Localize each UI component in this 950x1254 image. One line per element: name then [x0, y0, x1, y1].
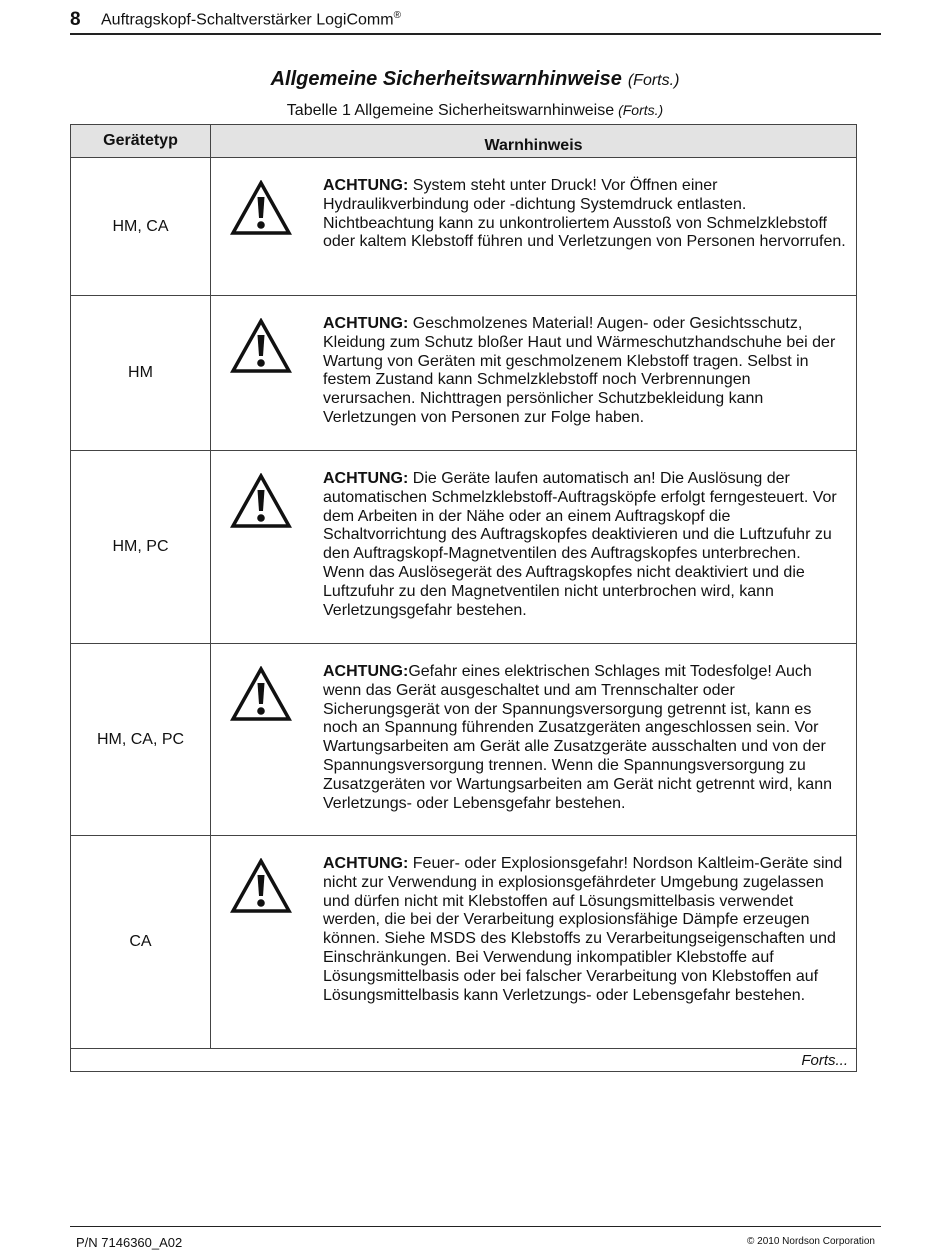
warning-text	[323, 177, 846, 252]
table-caption-text: Tabelle 1 Allgemeine Sicherheitswarnhinweise	[286, 102, 615, 119]
device-type-cell: HM	[71, 296, 211, 451]
table-caption-cont: (Forts.)	[618, 102, 664, 118]
header-title	[101, 10, 401, 29]
warning-text	[323, 470, 846, 620]
continued-label: Forts...	[71, 1049, 857, 1072]
header-device-type: Gerätetyp	[71, 125, 211, 158]
table-row	[71, 158, 857, 296]
table-row	[71, 836, 857, 1049]
header-warning: Warnhinweis	[211, 125, 857, 158]
warning-triangle-icon	[230, 318, 292, 374]
warning-body: Feuer- oder Explosionsgefahr! Nordson Kaltleim-Geräte sind nicht zur Verwendung in explosionsgefährdeter Umgebung zugelassen und dürfen nicht mit Klebstoffen auf Lösungsmittelbasis verwendet werden, die bei der Verarbeitung explosionsfähige Dämpfe erzeugen können. Siehe MSDS des Klebstoffs zu Verarbeitungseigenschaften und Einschränkungen. Bei Verwendung inkompatibler Klebstoffe auf Lösungsmittelbasis oder bei falscher Verarbeitung von Klebstoffen auf Lösungsmittelbasis kann Verletzungs- oder Lebensgefahr bestehen.	[323, 855, 843, 1004]
warning-label: ACHTUNG:	[323, 855, 409, 872]
header-title-text: Auftragskopf-Schaltverstärker LogiComm	[101, 11, 394, 29]
copyright: © 2010 Nordson Corporation	[747, 1236, 875, 1247]
warning-text	[323, 315, 846, 428]
warning-label: ACHTUNG:	[323, 470, 409, 487]
warning-body: Gefahr eines elektrischen Schlages mit Todesfolge! Auch wenn das Gerät ausgeschaltet und am Trennschalter oder Sicherungsgerät von der Spannungsversorgung getrennt ist, kann es noch an Spannung führenden Zusatzgeräten angeschlossen sein. Vor Wartungsarbeiten am Gerät alle Zusatzgeräte ausschalten und von der Spannungsversorgung trennen. Wenn die Spannungsversorgung zu Zusatzgeräten vor Wartungsarbeiten am Gerät nicht getrennt wird, kann Verletzungs- oder Lebensgefahr bestehen.	[323, 663, 832, 812]
warning-triangle-icon	[230, 180, 292, 236]
warning-cell	[211, 296, 857, 451]
table-row	[71, 451, 857, 644]
page-header	[70, 6, 881, 35]
section-title-cont: (Forts.)	[627, 72, 680, 89]
section-title-text: Allgemeine Sicherheitswarnhinweise	[270, 68, 622, 90]
table-row	[71, 296, 857, 451]
page-footer	[70, 1226, 881, 1253]
device-type-cell: HM, CA	[71, 158, 211, 296]
warning-label: ACHTUNG:	[323, 663, 409, 680]
part-number: P/N 7146360_A02	[76, 1235, 183, 1250]
warning-triangle-icon	[230, 473, 292, 529]
warning-text	[323, 855, 846, 1005]
warnings-table	[70, 124, 857, 1072]
warning-body: Die Geräte laufen automatisch an! Die Auslösung der automatischen Schmelzklebstoff-Auftragsköpfe erfolgt ferngesteuert. Vor dem Arbeiten in der Nähe oder an einem Auftragskopf die Schaltvorrichtung des Auftragskopfes deaktivieren und die Luftzufuhr zu den Auftragskopf-Magnetventilen des Auftragskopfes unterbrechen. Wenn das Auslösegerät des Auftragskopfes nicht deaktiviert und die Luftzufuhr zu den Magnetventilen nicht unterbrochen wird, kann Verletzungsgefahr bestehen.	[323, 470, 837, 619]
warning-triangle-icon	[230, 666, 292, 722]
warning-body: System steht unter Druck! Vor Öffnen einer Hydraulikverbindung oder -dichtung Systemdruck entlasten. Nichtbeachtung kann zu unkontroliertem Ausstoß von Schmelzklebstoff oder kaltem Klebstoff führen und Verletzungen von Personen hervorrufen.	[323, 177, 846, 251]
warning-triangle-icon	[230, 858, 292, 914]
warning-cell	[211, 836, 857, 1049]
device-type-cell: HM, CA, PC	[71, 644, 211, 836]
page-number: 8	[70, 9, 81, 30]
warning-cell	[211, 644, 857, 836]
warning-text	[323, 663, 846, 813]
warning-cell	[211, 158, 857, 296]
section-title	[0, 68, 950, 91]
warning-label: ACHTUNG:	[323, 177, 409, 194]
warning-body: Geschmolzenes Material! Augen- oder Gesichtsschutz, Kleidung zum Schutz bloßer Haut und Wärmeschutzhandschuhe bei der Wartung von Geräten mit geschmolzenem Klebstoff tragen. Selbst in festem Zustand kann Schmelzklebstoff noch Verbrennungen verursachen. Nichttragen persönlicher Schutzbekleidung kann Verletzungen von Personen zur Folge haben.	[323, 315, 836, 426]
registered-mark: ®	[393, 10, 401, 21]
table-caption	[0, 102, 950, 120]
device-type-cell: CA	[71, 836, 211, 1049]
warning-label: ACHTUNG:	[323, 315, 409, 332]
device-type-cell: HM, PC	[71, 451, 211, 644]
table-row	[71, 644, 857, 836]
warning-cell	[211, 451, 857, 644]
table-header-row	[71, 125, 857, 158]
continued-row	[71, 1049, 857, 1072]
